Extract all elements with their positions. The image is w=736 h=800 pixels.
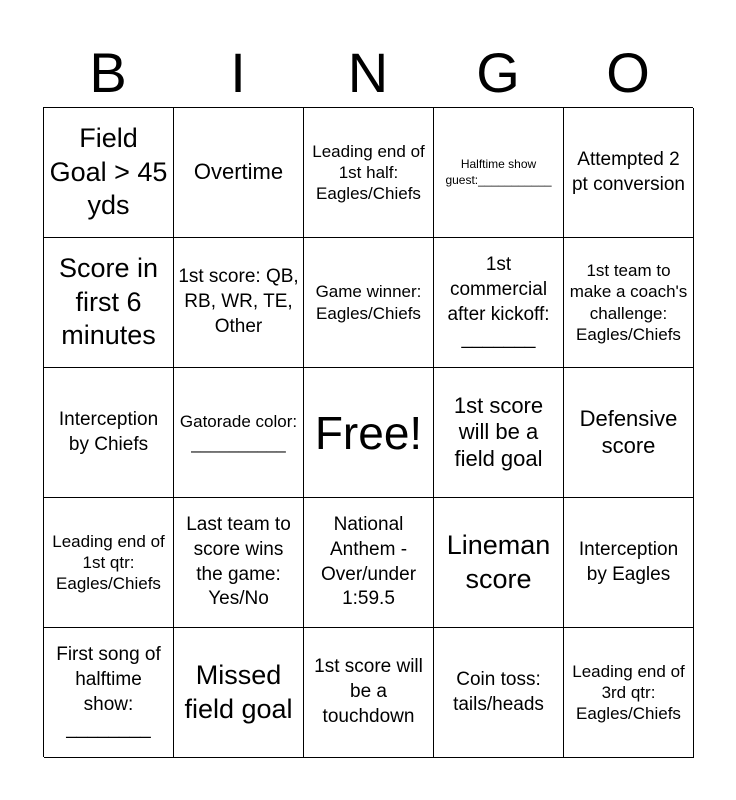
bingo-cell-text: Missed field goal [184, 659, 293, 724]
bingo-cell-r5c2[interactable] [174, 628, 304, 758]
bingo-cell-text: Gatorade color: __________ [179, 412, 298, 453]
bingo-cell-r2c1[interactable] [44, 238, 174, 368]
bingo-cell-text: Coin toss: tails/heads [453, 668, 544, 715]
bingo-cell-text: Interception by Eagles [578, 538, 679, 585]
bingo-cell-text: Last team to score wins the game: Yes/No [186, 514, 291, 610]
bingo-cell-text: Leading end of 1st qtr: Eagles/Chiefs [52, 531, 165, 594]
bingo-cell-text: Overtime [193, 159, 284, 185]
bingo-cell-text: Lineman score [446, 529, 551, 594]
bingo-cell-text: Leading end of 1st half: Eagles/Chiefs [312, 141, 425, 204]
header-letter-g: G [476, 41, 520, 104]
bingo-cell-text: 1st score will be a touchdown [314, 656, 423, 727]
bingo-cell-text: Field Goal > 45 yds [49, 122, 168, 221]
bingo-cell-text: 1st score: QB, RB, WR, TE, Other [178, 266, 299, 337]
bingo-cell-r5c3[interactable] [304, 628, 434, 758]
bingo-cell-r5c4[interactable] [434, 628, 564, 758]
bingo-cell-text: Score in first 6 minutes [58, 252, 159, 351]
bingo-cell-r3c2[interactable] [174, 368, 304, 498]
free-space[interactable] [304, 368, 434, 498]
bingo-cell-r2c5[interactable] [564, 238, 694, 368]
bingo-cell-r5c5[interactable] [564, 628, 694, 758]
bingo-header [43, 40, 693, 106]
bingo-cell-text: Game winner: Eagles/Chiefs [315, 282, 422, 323]
bingo-cell-text: Defensive score [579, 406, 678, 458]
bingo-cell-text: Halftime show guest:___________ [445, 156, 552, 187]
bingo-cell-r5c1[interactable] [44, 628, 174, 758]
bingo-cell-r2c3[interactable] [304, 238, 434, 368]
bingo-cell-r3c5[interactable] [564, 368, 694, 498]
header-letter-n: N [347, 41, 389, 104]
bingo-cell-text: First song of halftime show: ________ [56, 644, 161, 740]
bingo-cell-text: Interception by Chiefs [58, 408, 159, 455]
bingo-grid [43, 107, 693, 757]
bingo-cell-text: Attempted 2 pt conversion [571, 148, 685, 195]
bingo-cell-r4c5[interactable] [564, 498, 694, 628]
bingo-cell-r4c1[interactable] [44, 498, 174, 628]
bingo-cell-r3c4[interactable] [434, 368, 564, 498]
bingo-cell-text: 1st team to make a coach's challenge: Eagles/Chiefs [569, 261, 688, 344]
bingo-cell-text: National Anthem - Over/under 1:59.5 [320, 514, 417, 610]
free-space-text: Free! [314, 406, 423, 459]
header-letter-o: O [606, 41, 650, 104]
bingo-cell-text: 1st score will be a field goal [453, 392, 544, 471]
header-letter-b: B [89, 41, 127, 104]
bingo-cell-r4c2[interactable] [174, 498, 304, 628]
bingo-cell-r2c4[interactable] [434, 238, 564, 368]
bingo-cell-r4c3[interactable] [304, 498, 434, 628]
bingo-cell-r1c3[interactable] [304, 108, 434, 238]
bingo-cell-r3c1[interactable] [44, 368, 174, 498]
bingo-cell-r2c2[interactable] [174, 238, 304, 368]
bingo-cell-r1c5[interactable] [564, 108, 694, 238]
bingo-cell-r4c4[interactable] [434, 498, 564, 628]
header-letter-i: I [230, 41, 246, 104]
bingo-cell-text: Leading end of 3rd qtr: Eagles/Chiefs [572, 661, 685, 724]
bingo-cell-text: 1st commercial after kickoff: _______ [447, 254, 550, 350]
bingo-cell-r1c4[interactable] [434, 108, 564, 238]
bingo-cell-r1c1[interactable] [44, 108, 174, 238]
bingo-cell-r1c2[interactable] [174, 108, 304, 238]
